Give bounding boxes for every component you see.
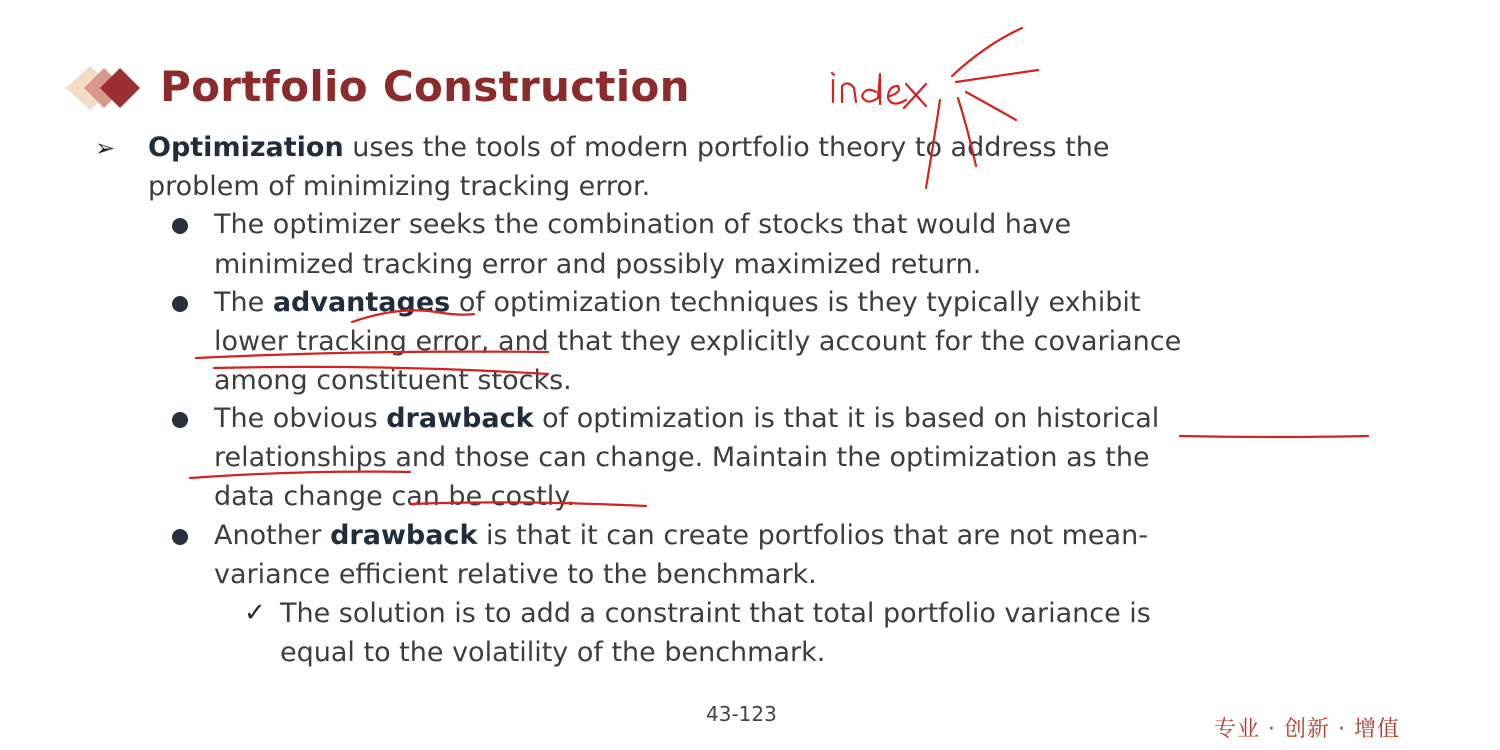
bullet-dot-icon <box>172 529 188 545</box>
footer-slogan: 专业 · 创新 · 增值 <box>1214 717 1400 742</box>
arrowhead-icon: ➢ <box>95 134 116 162</box>
bullet-4-line-2: variance efficient relative to the benchmark. <box>214 559 817 590</box>
sub-point-line-1: The solution is to add a constraint that total portfolio variance is <box>280 598 1151 629</box>
bullet-2-pre: The <box>214 287 273 318</box>
bullet-3-pre: The obvious <box>214 403 387 434</box>
bullet-2-keyword: advantages <box>272 287 451 318</box>
bullet-3-line-2: relationships and those can change. Maintain the optimization as the <box>214 442 1150 473</box>
bullet-3-keyword: drawback <box>386 403 534 434</box>
main-point-line-2: problem of minimizing tracking error. <box>148 171 651 202</box>
bullet-2-line-2: lower tracking error, and that they explicitly account for the covariance <box>214 326 1182 357</box>
bullet-3-line-3: data change can be costly. <box>214 481 575 512</box>
bullet-2-line-1 <box>214 285 1140 321</box>
title-diamonds-icon <box>38 60 158 116</box>
bullet-3-line-1 <box>214 401 1159 437</box>
bullet-1-line-1: The optimizer seeks the combination of stocks that would have <box>214 209 1072 240</box>
bullet-4-pre: Another <box>214 520 331 551</box>
bullet-1-line-2: minimized tracking error and possibly maximized return. <box>214 249 982 280</box>
page-number: 43-123 <box>706 702 777 726</box>
bullet-dot-icon <box>172 218 188 234</box>
bullet-2-line-3: among constituent stocks. <box>214 365 572 396</box>
page-title: Portfolio Construction <box>160 62 690 111</box>
bullet-4-keyword: drawback <box>330 520 478 551</box>
handwritten-index-word <box>832 73 926 108</box>
bullet-4-post: is that it can create portfolios that are not mean- <box>477 520 1148 551</box>
bullet-4-line-1 <box>214 518 1148 554</box>
bullet-3-post: of optimization is that it is based on historical <box>533 403 1160 434</box>
main-point-keyword: Optimization <box>148 132 344 163</box>
bullet-dot-icon <box>172 296 188 312</box>
sub-point-line-2: equal to the volatility of the benchmark. <box>280 637 826 668</box>
checkmark-icon: ✓ <box>244 598 266 628</box>
bullet-2-post: of optimization techniques is they typically exhibit <box>450 287 1141 318</box>
bullet-dot-icon <box>172 412 188 428</box>
main-point-line-1 <box>148 130 1110 166</box>
main-point-text: uses the tools of modern portfolio theory to address the <box>343 132 1110 163</box>
